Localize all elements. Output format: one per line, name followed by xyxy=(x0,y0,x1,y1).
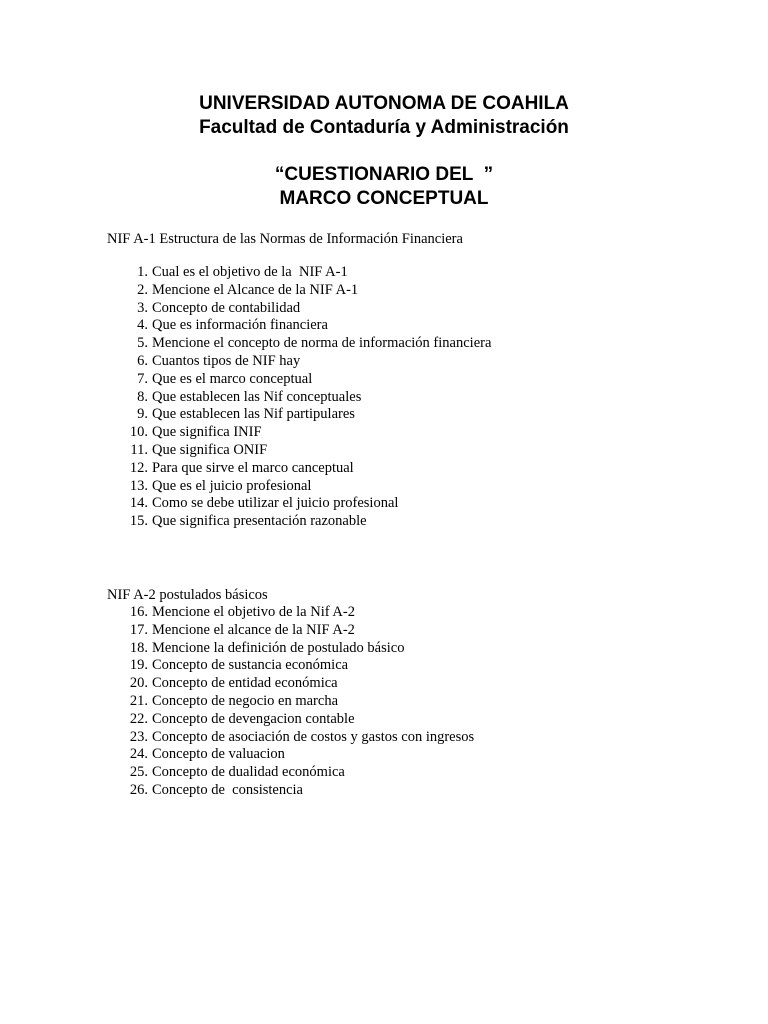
question-text: Concepto de sustancia económica xyxy=(152,657,349,674)
question-item xyxy=(0,675,700,693)
question-text: Para que sirve el marco canceptual xyxy=(152,459,354,476)
question-number: 14. xyxy=(129,495,148,512)
section-title-nif-a1: NIF A-1 Estructura de las Normas de Información Financiera xyxy=(107,231,463,247)
university-name: UNIVERSIDAD AUTONOMA DE COAHILA xyxy=(199,93,569,114)
question-number: 11. xyxy=(130,441,148,458)
question-text: Concepto de entidad económica xyxy=(152,675,338,692)
question-text: Que establecen las Nif conceptuales xyxy=(152,388,362,405)
question-item xyxy=(0,764,700,782)
question-number: 8. xyxy=(137,388,148,405)
question-item xyxy=(0,729,700,747)
question-text: Concepto de devengacion contable xyxy=(152,710,355,727)
question-number: 22. xyxy=(129,710,148,727)
question-text: Que es el juicio profesional xyxy=(152,477,312,494)
question-number: 4. xyxy=(137,317,148,334)
question-text: Cual es el objetivo de la NIF A-1 xyxy=(152,264,348,280)
question-item xyxy=(0,657,700,675)
question-number: 16. xyxy=(129,604,148,620)
question-number: 24. xyxy=(129,746,148,763)
question-number: 15. xyxy=(129,513,148,530)
faculty-name: Facultad de Contaduría y Administración xyxy=(199,117,569,138)
document-title-line2: MARCO CONCEPTUAL xyxy=(279,188,489,209)
question-text: Concepto de consistencia xyxy=(152,781,303,798)
question-item xyxy=(0,495,700,513)
question-number: 13. xyxy=(129,477,148,494)
question-item xyxy=(0,746,700,764)
question-item xyxy=(0,478,700,496)
question-item xyxy=(0,389,700,407)
question-number: 3. xyxy=(137,299,148,316)
question-number: 26. xyxy=(129,781,148,798)
question-number: 2. xyxy=(137,281,148,298)
section-title-nif-a2: NIF A-2 postulados básicos xyxy=(107,587,268,603)
question-text: Mencione el objetivo de la Nif A-2 xyxy=(152,604,355,620)
question-number: 18. xyxy=(129,639,148,656)
question-number: 23. xyxy=(129,728,148,745)
question-text: Cuantos tipos de NIF hay xyxy=(152,352,301,369)
question-text: Mencione el concepto de norma de información financiera xyxy=(152,335,492,352)
question-text: Mencione el alcance de la NIF A-2 xyxy=(152,621,355,638)
question-number: 1. xyxy=(137,264,148,280)
question-number: 21. xyxy=(129,692,148,709)
question-item xyxy=(0,693,700,711)
question-text: Concepto de contabilidad xyxy=(152,299,301,316)
question-item xyxy=(0,640,700,658)
question-number: 7. xyxy=(137,370,148,387)
question-text: Como se debe utilizar el juicio profesional xyxy=(152,495,399,512)
question-list-nif-a1 xyxy=(0,264,700,531)
question-text: Que significa presentación razonable xyxy=(152,513,367,530)
question-text: Concepto de valuacion xyxy=(152,746,285,763)
question-item xyxy=(0,371,700,389)
question-item xyxy=(0,622,700,640)
question-text: Que es información financiera xyxy=(152,317,328,334)
question-text: Que establecen las Nif partipulares xyxy=(152,406,355,423)
question-text: Que significa INIF xyxy=(152,424,262,441)
question-number: 9. xyxy=(137,406,148,423)
question-list-nif-a2 xyxy=(0,604,700,800)
question-number: 25. xyxy=(129,764,148,781)
question-item xyxy=(0,424,700,442)
question-number: 6. xyxy=(137,352,148,369)
question-text: Concepto de dualidad económica xyxy=(152,764,345,781)
question-item xyxy=(0,711,700,729)
question-item xyxy=(0,604,700,622)
question-text: Concepto de asociación de costos y gastos con ingresos xyxy=(152,728,475,745)
question-item xyxy=(0,300,700,318)
question-item xyxy=(0,406,700,424)
question-text: Que es el marco conceptual xyxy=(152,370,313,387)
question-number: 20. xyxy=(129,675,148,692)
question-item xyxy=(0,282,700,300)
question-number: 19. xyxy=(129,657,148,674)
question-item xyxy=(0,264,700,282)
question-item xyxy=(0,442,700,460)
question-item xyxy=(0,335,700,353)
question-item xyxy=(0,353,700,371)
question-text: Mencione el Alcance de la NIF A-1 xyxy=(152,281,359,298)
question-number: 12. xyxy=(129,459,148,476)
question-item xyxy=(0,782,700,800)
question-text: Que significa ONIF xyxy=(152,441,268,458)
question-item xyxy=(0,513,700,531)
question-item xyxy=(0,317,700,335)
question-item xyxy=(0,460,700,478)
question-number: 5. xyxy=(137,335,148,352)
question-text: Mencione la definición de postulado básico xyxy=(152,639,405,656)
question-number: 17. xyxy=(129,621,148,638)
question-text: Concepto de negocio en marcha xyxy=(152,692,339,709)
document-title-line1: “CUESTIONARIO DEL ” xyxy=(274,164,494,185)
question-number: 10. xyxy=(129,424,148,441)
